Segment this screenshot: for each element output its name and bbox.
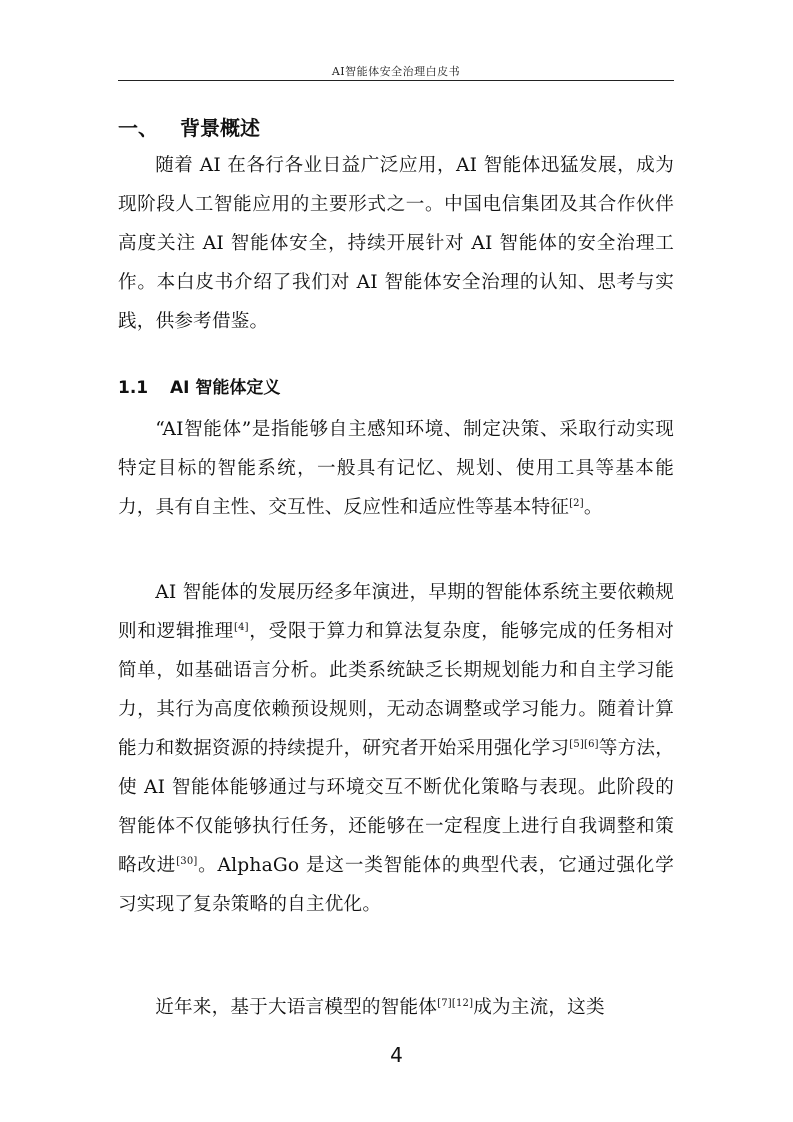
citation-ref: [30] <box>176 855 198 867</box>
paragraph-text: ，受限于算力和算法复杂度，能够完成的任务相对简单，如基础语言分析。此类系统缺乏长期规划能力和自主学习能力，其行为高度依赖预设规则，无动态调整或学习能力。随着计算能力和数据资源的持续提升，研究者开始采用强化学习 <box>118 621 674 759</box>
subsection-title: AI 智能体定义 <box>170 378 281 398</box>
paragraph-intro: 随着 AI 在各行各业日益广泛应用，AI 智能体迅猛发展，成为现阶段人工智能应用的主要形式之一。中国电信集团及其合作伙伴高度关注 AI 智能体安全，持续开展针对 AI 智能体的安全治理工作。本白皮书介绍了我们对 AI 智能体安全治理的认知、思考与实践，供参考借鉴。 <box>118 155 674 332</box>
paragraph-history <box>118 573 674 924</box>
paragraph-text: AI 智能体的发展历经多年演进，早期的智能体系统主要依赖规则和逻辑推理 <box>118 582 674 642</box>
citation-ref: [7][12] <box>437 997 474 1009</box>
paragraph-text: 成为主流，这类 <box>473 997 605 1018</box>
citation-ref: [4] <box>233 621 249 633</box>
paragraph-definition <box>118 410 674 527</box>
paragraph-text: 等方法，使 AI 智能体能够通过与环境交互不断优化策略与表现。此阶段的智能体不仅能够执行任务，还能够在一定程度上进行自我调整和策略改进 <box>118 738 674 876</box>
section-heading-1-1 <box>118 375 674 401</box>
paragraph-recent <box>118 988 674 1027</box>
paragraph-text: “AI智能体”是指能够自主感知环境、制定决策、采取行动实现特定目标的智能系统，一般具有记忆、规划、使用工具等基本能力，具有自主性、交互性、反应性和适应性等基本特征 <box>118 419 674 518</box>
section-number: 一、 <box>118 116 158 140</box>
page-number: 4 <box>390 1043 403 1067</box>
citation-ref: [2] <box>569 497 584 509</box>
paragraph-text: 。 <box>583 497 603 518</box>
citation-ref: [5][6] <box>569 738 599 750</box>
paragraph-text: 近年来，基于大语言模型的智能体 <box>155 997 438 1018</box>
section-title: 背景概述 <box>180 116 260 140</box>
subsection-number: 1.1 <box>118 378 149 398</box>
paragraph-text: 。AlphaGo 是这一类智能体的典型代表，它通过强化学习实现了复杂策略的自主优化。 <box>118 855 674 915</box>
header-rule <box>118 80 674 81</box>
running-header: AI智能体安全治理白皮书 <box>331 65 461 78</box>
section-heading-1 <box>118 114 674 142</box>
